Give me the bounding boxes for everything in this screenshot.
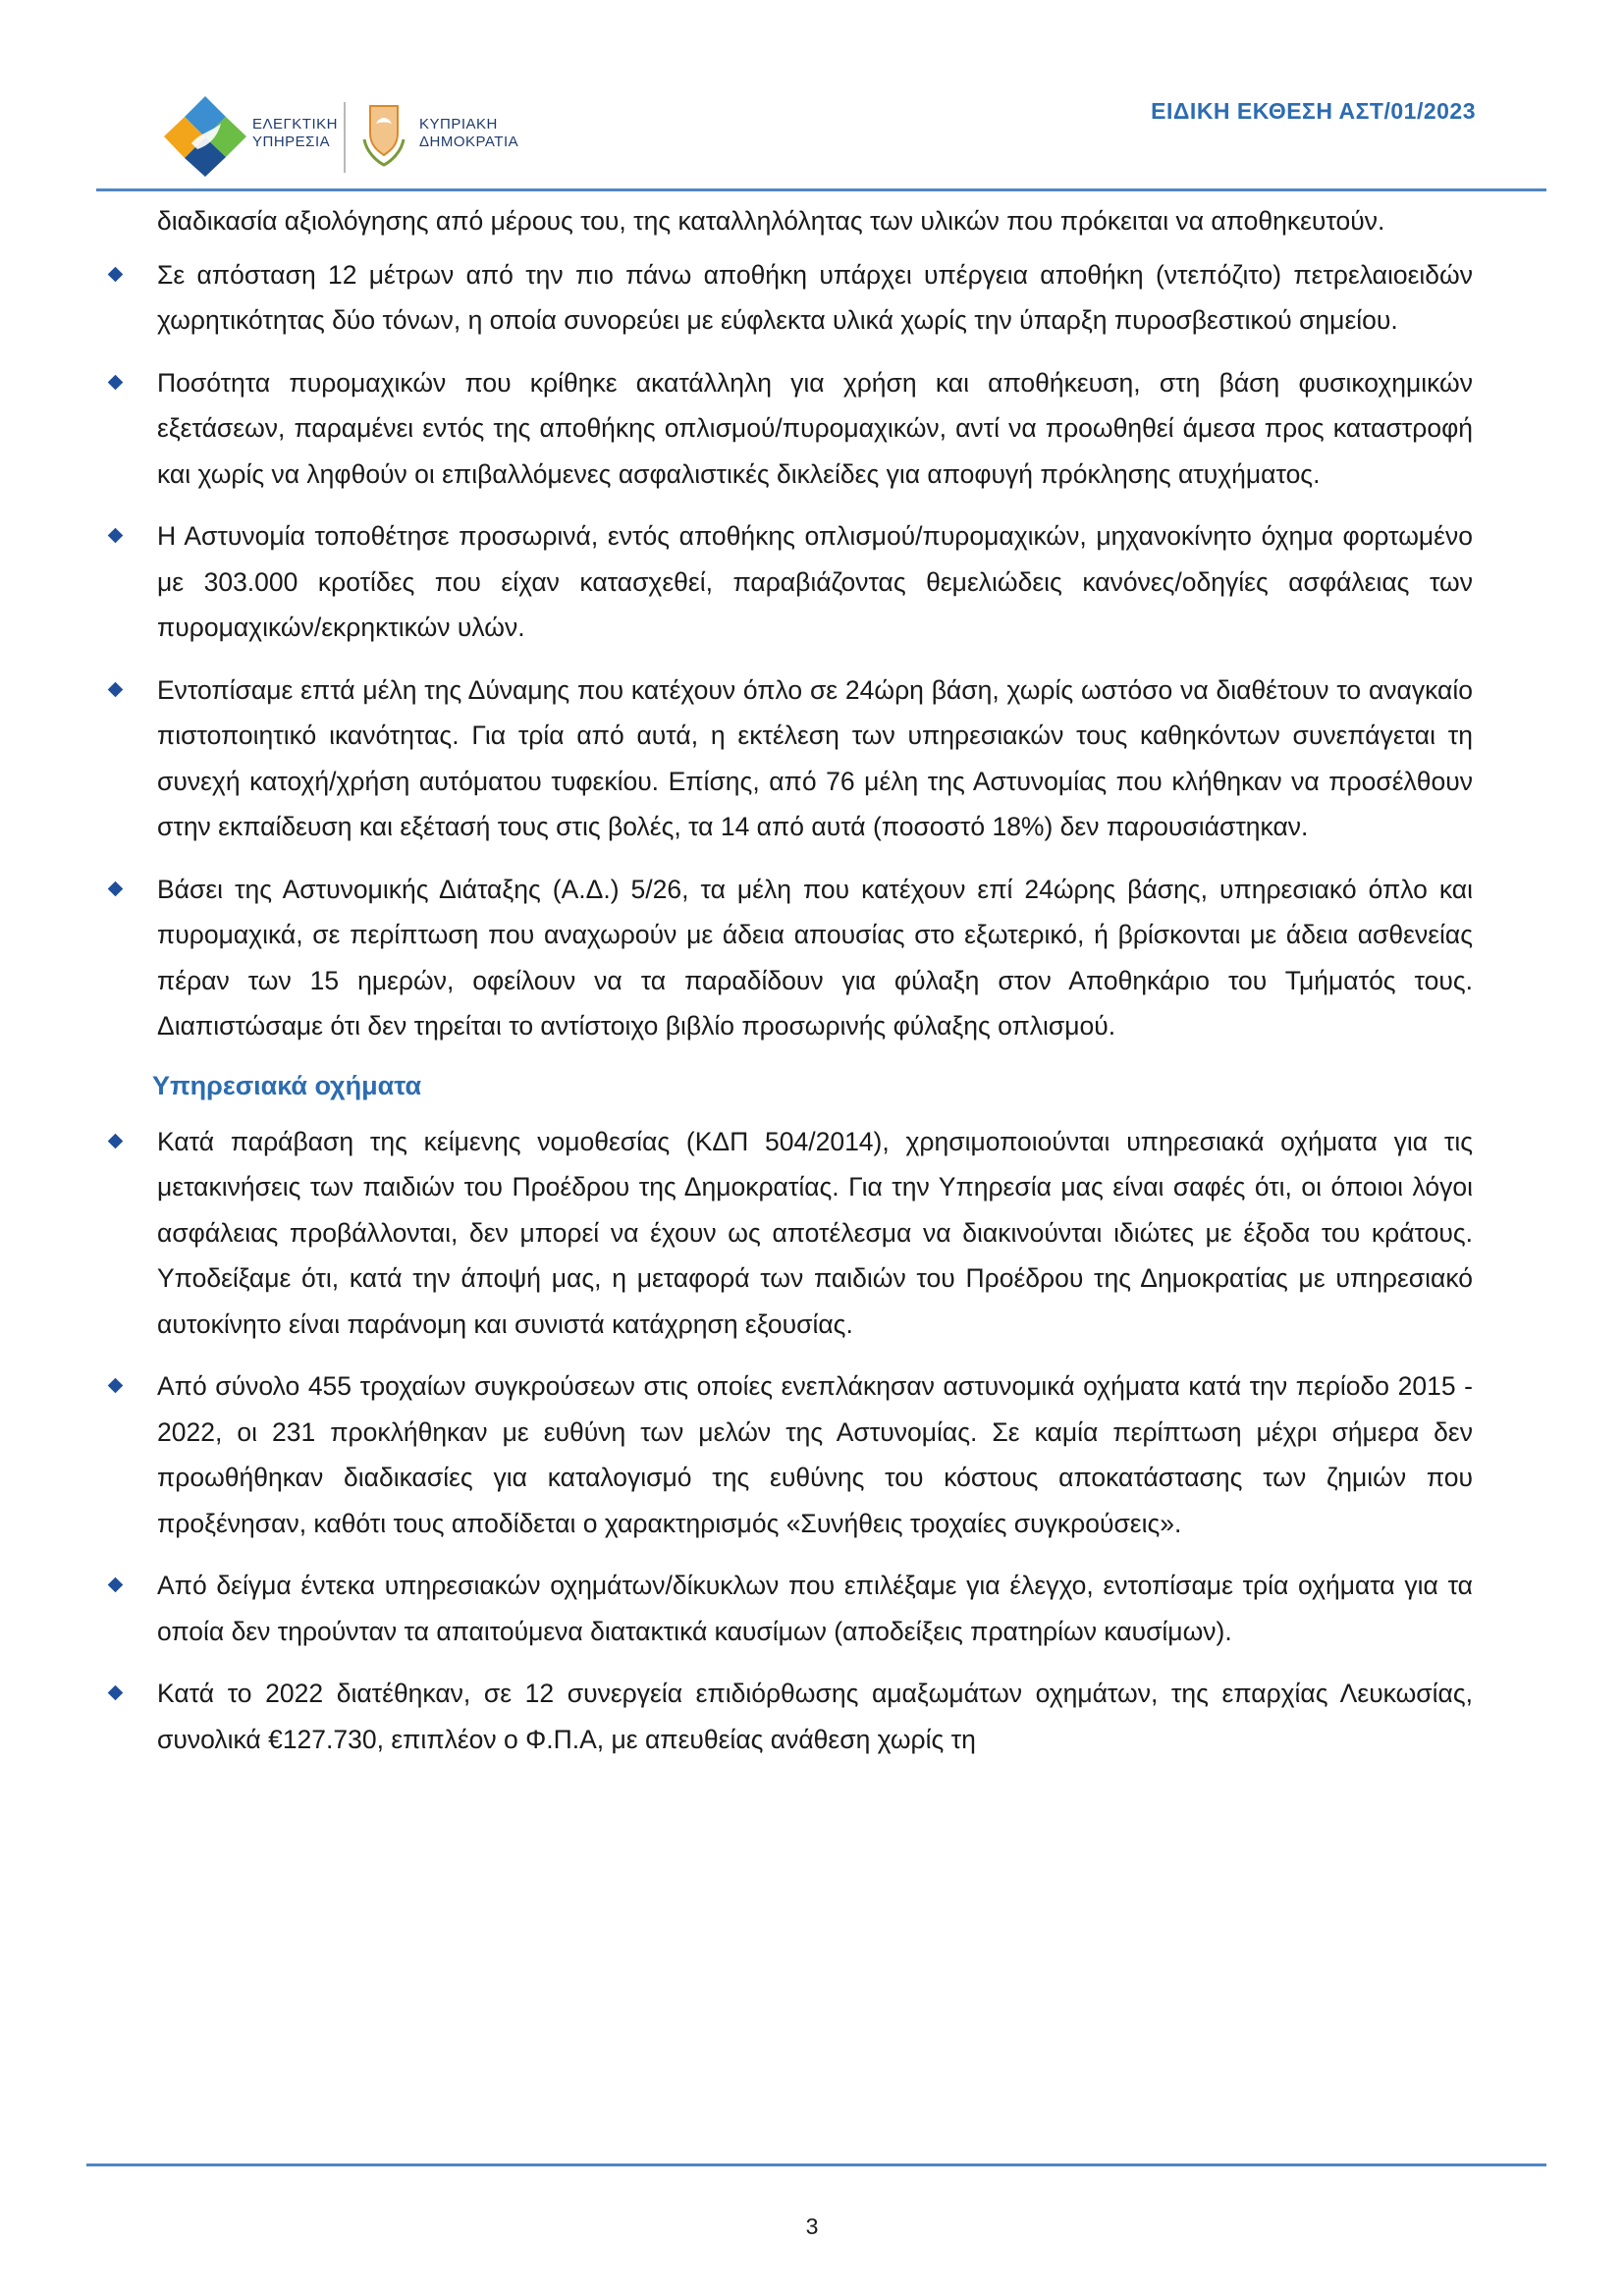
- page-header: [0, 0, 1624, 196]
- cyprus-republic-name-line1: ΚΥΠΡΙΑΚΗ: [419, 116, 498, 133]
- list-item-text: Βάσει της Αστυνομικής Διάταξης (Α.Δ.) 5/26, τα μέλη που κατέχουν επί 24ώρης βάσης, υπηρεσιακό όπλο και πυρομαχικά, σε περίπτωση που αναχωρούν με άδεια απουσίας στο εξωτερικό, ή βρίσκονται με άδεια ασθενείας πέραν των 15 ημερών, οφείλουν να τα παραδίδουν για φύλαξη στον Αποθηκάριο του Τμήματός τους. Διαπιστώσαμε ότι δεν τηρείται το αντίστοιχο βιβλίο προσωρινής φύλαξης οπλισμού.: [157, 874, 1473, 1041]
- footer-rule: [86, 2163, 1546, 2166]
- page-body: [152, 198, 1473, 1779]
- diamond-bullet-icon: [108, 1378, 124, 1394]
- page-number: 3: [805, 2214, 819, 2239]
- diamond-bullet-icon: [108, 1577, 124, 1593]
- list-item: [157, 1119, 1473, 1348]
- list-item-text: Από δείγμα έντεκα υπηρεσιακών οχημάτων/δίκυκλων που επιλέξαμε για έλεγχο, εντοπίσαμε τρία οχήματα για τα οποία δεν τηρούνταν τα απαιτούμενα διατακτικά καυσίμων (αποδείξεις πρατηρίων καυσίμων).: [157, 1571, 1473, 1646]
- list-item: [157, 513, 1473, 651]
- list-item-text: Εντοπίσαμε επτά μέλη της Δύναμης που κατέχουν όπλο σε 24ώρη βάση, χωρίς ωστόσο να διαθέτουν το αναγκαίο πιστοποιητικό ικανότητας. Για τρία από αυτά, η εκτέλεση των υπηρεσιακών τους καθηκόντων συνεπάγεται τη συνεχή κατοχή/χρήση αυτόματου τυφεκίου. Επίσης, από 76 μέλη της Αστυνομίας που κλήθηκαν να προσέλθουν στην εκπαίδευση και εξέτασή τους στις βολές, τα 14 από αυτά (ποσοστό 18%) δεν παρουσιάστηκαν.: [157, 674, 1473, 841]
- section-heading: Υπηρεσιακά οχήματα: [152, 1070, 422, 1100]
- diamond-bullet-icon: [108, 266, 124, 282]
- audit-office-name: [252, 116, 338, 151]
- list-item-text: Η Αστυνομία τοποθέτησε προσωρινά, εντός αποθήκης οπλισμού/πυρομαχικών, μηχανοκίνητο όχημα φορτωμένο με 303.000 κροτίδες που είχαν κατασχεθεί, παραβιάζοντας θεμελιώδεις κανόνες/οδηγίες ασφάλειας των πυρομαχικών/εκρηκτικών υλών.: [157, 521, 1473, 642]
- list-item: [157, 1563, 1473, 1654]
- list-item: [157, 667, 1473, 850]
- list-item-text: Κατά το 2022 διατέθηκαν, σε 12 συνεργεία επιδιόρθωσης αμαξωμάτων οχημάτων, της επαρχίας Λευκωσίας, συνολικά €127.730, επιπλέον ο Φ.Π.Α, με απευθείας ανάθεση χωρίς τη: [157, 1679, 1473, 1754]
- report-title: ΕΙΔΙΚΗ ΕΚΘΕΣΗ ΑΣΤ/01/2023: [1151, 98, 1476, 124]
- continued-paragraph: διαδικασία αξιολόγησης από μέρους του, της καταλληλόλητας των υλικών που πρόκειται να αποθηκευτούν.: [157, 206, 1385, 236]
- diamond-bullet-icon: [108, 681, 124, 697]
- list-item: [157, 252, 1473, 344]
- audit-office-logo-icon: [162, 94, 248, 179]
- list-item-text: Από σύνολο 455 τροχαίων συγκρούσεων στις οποίες ενεπλάκησαν αστυνομικά οχήματα κατά την περίοδο 2015 - 2022, οι 231 προκλήθηκαν με ευθύνη των μελών της Αστυνομίας. Σε καμία περίπτωση μέχρι σήμερα δεν προωθήθηκαν διαδικασίες για καταλογισμό της ευθύνης του κόστους αποκατάστασης των ζημιών που προξένησαν, καθότι τους αποδίδεται ο χαρακτηρισμός «Συνήθεις τροχαίες συγκρούσεις».: [157, 1371, 1473, 1538]
- cyprus-republic-name: [419, 116, 518, 151]
- logo-block: [162, 94, 574, 179]
- audit-office-name-line1: ΕΛΕΓΚΤΙΚΗ: [252, 116, 338, 133]
- list-item-text: Ποσότητα πυρομαχικών που κρίθηκε ακατάλληλη για χρήση και αποθήκευση, στη βάση φυσικοχημικών εξετάσεων, παραμένει εντός της αποθήκης οπλισμού/πυρομαχικών, αντί να προωθηθεί άμεσα προς καταστροφή και χωρίς να ληφθούν οι επιβαλλόμενες ασφαλιστικές δικλείδες για αποφυγή πρόκλησης ατυχήματος.: [157, 367, 1473, 489]
- cyprus-republic-name-line2: ΔΗΜΟΚΡΑΤΙΑ: [419, 133, 519, 150]
- diamond-bullet-icon: [108, 1133, 124, 1148]
- list-item: [157, 1671, 1473, 1762]
- diamond-bullet-icon: [108, 1685, 124, 1701]
- diamond-bullet-icon: [108, 374, 124, 390]
- list-item-text: Κατά παράβαση της κείμενης νομοθεσίας (ΚΔΠ 504/2014), χρησιμοποιούνται υπηρεσιακά οχήματα για τις μετακινήσεις των παιδιών του Προέδρου της Δημοκρατίας. Για την Υπηρεσία μας είναι σαφές ότι, οι όποιοι λόγοι ασφάλειας προβάλλονται, δεν μπορεί να έχουν ως αποτέλεσμα να διακινούνται ιδιώτες με έξοδα του κράτους. Υποδείξαμε ότι, κατά την άποψή μας, η μεταφορά των παιδιών του Προέδρου της Δημοκρατίας με υπηρεσιακό αυτοκίνητο είναι παράνομη και συνιστά κατάχρηση εξουσίας.: [157, 1126, 1473, 1339]
- list-item: [157, 1363, 1473, 1546]
- diamond-bullet-icon: [108, 881, 124, 896]
- list-item-text: Σε απόσταση 12 μέτρων από την πιο πάνω αποθήκη υπάρχει υπέργεια αποθήκη (ντεπόζιτο) πετρελαιοειδών χωρητικότητας δύο τόνων, η οποία συνορεύει με εύφλεκτα υλικά χωρίς την ύπαρξη πυροσβεστικού σημείου.: [157, 259, 1473, 335]
- logo-divider: [344, 102, 346, 173]
- list-item: [157, 360, 1473, 498]
- cyprus-coat-of-arms-icon: [356, 100, 411, 169]
- list-item: [157, 867, 1473, 1049]
- diamond-bullet-icon: [108, 528, 124, 544]
- audit-office-name-line2: ΥΠΗΡΕΣΙΑ: [252, 133, 331, 150]
- header-rule: [96, 188, 1546, 191]
